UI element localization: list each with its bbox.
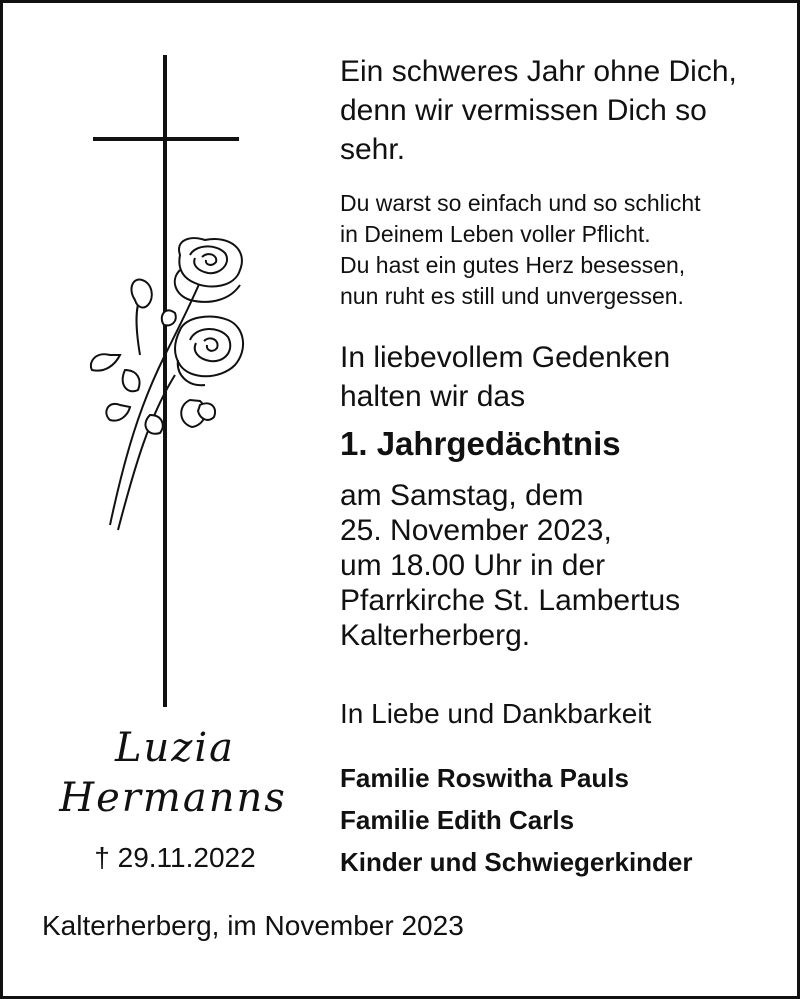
family-signatures [340, 757, 693, 883]
poem-lead-line: Ein schweres Jahr ohne Dich, [340, 55, 737, 88]
deceased-first-name: Luzia [114, 725, 236, 771]
closing-phrase: In Liebe und Dankbarkeit [340, 698, 652, 729]
family-name: Familie Edith Carls [340, 805, 575, 835]
intro-line: In liebevollem Gedenken [340, 341, 671, 374]
poem-lead-line: sehr. [340, 133, 406, 166]
service-details [340, 478, 680, 653]
details-line: Pfarrkirche St. Lambertus [340, 584, 681, 617]
poem-verse [340, 188, 701, 312]
details-line: um 18.00 Uhr in der [340, 549, 606, 582]
poem-verse-line: nun ruht es still und unvergessen. [340, 283, 684, 309]
poem-verse-line: in Deinem Leben voller Pflicht. [340, 221, 651, 247]
intro-line: halten wir das [340, 380, 526, 413]
cross-with-roses-illustration [80, 55, 270, 715]
deceased-last-name: Hermanns [59, 775, 287, 821]
place-and-date: Kalterherberg, im November 2023 [42, 910, 464, 941]
details-line: 25. November 2023, [340, 514, 612, 547]
poem-lead [340, 52, 737, 169]
cross-icon [93, 55, 239, 707]
poem-verse-line: Du warst so einfach und so schlicht [340, 190, 701, 216]
details-line: Kalterherberg. [340, 619, 531, 652]
details-line: am Samstag, dem [340, 479, 584, 512]
death-date: † 29.11.2022 [94, 842, 256, 873]
poem-lead-line: denn wir vermissen Dich so [340, 94, 707, 127]
family-name: Kinder und Schwiegerkinder [340, 847, 693, 877]
family-name: Familie Roswitha Pauls [340, 763, 629, 793]
poem-verse-line: Du hast ein gutes Herz besessen, [340, 252, 686, 278]
intro-text [340, 338, 670, 416]
memorial-headline: 1. Jahrgedächtnis [340, 425, 621, 462]
